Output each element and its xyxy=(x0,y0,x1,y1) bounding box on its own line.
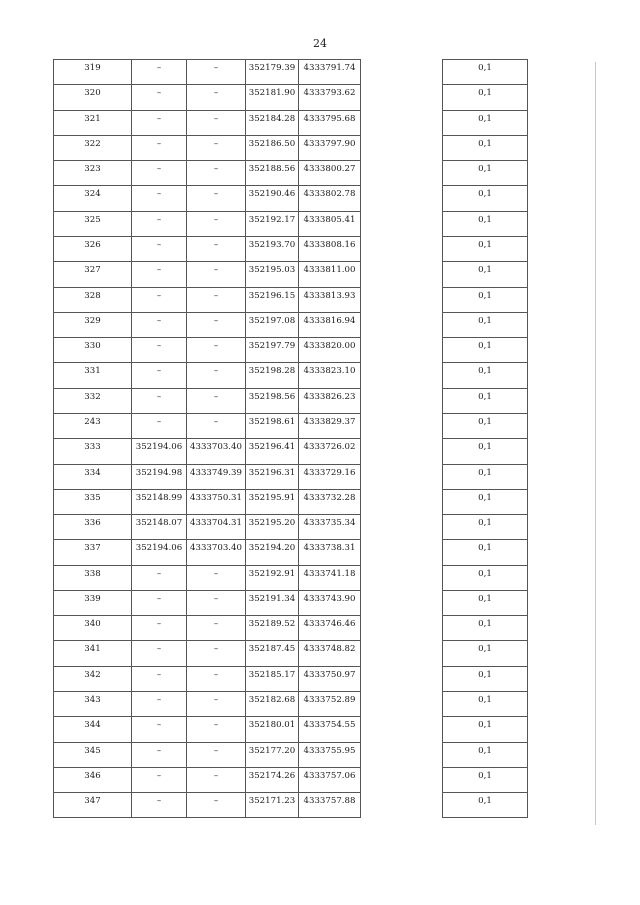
empty-gap-cell xyxy=(361,110,443,135)
old-y-cell: – xyxy=(187,565,246,590)
point-number-cell: 324 xyxy=(54,186,132,211)
old-y-cell: – xyxy=(187,236,246,261)
old-y-cell: – xyxy=(187,60,246,85)
old-x-cell: – xyxy=(132,312,187,337)
old-x-cell: – xyxy=(132,211,187,236)
point-number-cell: 319 xyxy=(54,60,132,85)
empty-gap-cell xyxy=(361,717,443,742)
empty-gap-cell xyxy=(361,565,443,590)
table-row xyxy=(54,312,528,337)
accuracy-cell: 0,1 xyxy=(443,85,528,110)
point-number-cell: 328 xyxy=(54,287,132,312)
new-x-cell: 352184.28 xyxy=(246,110,299,135)
point-number-cell: 340 xyxy=(54,616,132,641)
empty-gap-cell xyxy=(361,312,443,337)
empty-gap-cell xyxy=(361,211,443,236)
point-number-cell: 329 xyxy=(54,312,132,337)
new-x-cell: 352192.91 xyxy=(246,565,299,590)
old-x-cell: – xyxy=(132,413,187,438)
new-x-cell: 352198.28 xyxy=(246,363,299,388)
old-y-cell: – xyxy=(187,186,246,211)
point-number-cell: 321 xyxy=(54,110,132,135)
new-y-cell: 4333752.89 xyxy=(299,692,361,717)
table-row xyxy=(54,692,528,717)
coordinates-table xyxy=(53,59,528,818)
new-x-cell: 352187.45 xyxy=(246,641,299,666)
old-y-cell: 4333750.31 xyxy=(187,489,246,514)
table-row xyxy=(54,717,528,742)
old-x-cell: – xyxy=(132,388,187,413)
empty-gap-cell xyxy=(361,641,443,666)
new-y-cell: 4333813.93 xyxy=(299,287,361,312)
point-number-cell: 332 xyxy=(54,388,132,413)
accuracy-cell: 0,1 xyxy=(443,464,528,489)
empty-gap-cell xyxy=(361,161,443,186)
old-x-cell: – xyxy=(132,135,187,160)
empty-gap-cell xyxy=(361,590,443,615)
old-x-cell: – xyxy=(132,60,187,85)
accuracy-cell: 0,1 xyxy=(443,692,528,717)
new-x-cell: 352190.46 xyxy=(246,186,299,211)
accuracy-cell: 0,1 xyxy=(443,717,528,742)
new-x-cell: 352177.20 xyxy=(246,742,299,767)
new-y-cell: 4333750.97 xyxy=(299,666,361,691)
point-number-cell: 243 xyxy=(54,413,132,438)
point-number-cell: 320 xyxy=(54,85,132,110)
new-y-cell: 4333732.28 xyxy=(299,489,361,514)
accuracy-cell: 0,1 xyxy=(443,287,528,312)
point-number-cell: 322 xyxy=(54,135,132,160)
old-y-cell: – xyxy=(187,312,246,337)
point-number-cell: 345 xyxy=(54,742,132,767)
new-x-cell: 352197.79 xyxy=(246,338,299,363)
new-y-cell: 4333726.02 xyxy=(299,439,361,464)
new-x-cell: 352197.08 xyxy=(246,312,299,337)
accuracy-cell: 0,1 xyxy=(443,338,528,363)
new-y-cell: 4333746.46 xyxy=(299,616,361,641)
new-y-cell: 4333743.90 xyxy=(299,590,361,615)
accuracy-cell: 0,1 xyxy=(443,565,528,590)
old-y-cell: – xyxy=(187,262,246,287)
coordinates-table-body xyxy=(54,60,528,818)
point-number-cell: 339 xyxy=(54,590,132,615)
table-row xyxy=(54,616,528,641)
old-y-cell: – xyxy=(187,363,246,388)
new-y-cell: 4333757.06 xyxy=(299,767,361,792)
old-y-cell: – xyxy=(187,793,246,818)
old-x-cell: – xyxy=(132,161,187,186)
new-y-cell: 4333800.27 xyxy=(299,161,361,186)
empty-gap-cell xyxy=(361,464,443,489)
old-x-cell: 352194.06 xyxy=(132,439,187,464)
new-y-cell: 4333802.78 xyxy=(299,186,361,211)
old-x-cell: – xyxy=(132,85,187,110)
new-y-cell: 4333823.10 xyxy=(299,363,361,388)
table-row xyxy=(54,211,528,236)
point-number-cell: 330 xyxy=(54,338,132,363)
accuracy-cell: 0,1 xyxy=(443,363,528,388)
point-number-cell: 343 xyxy=(54,692,132,717)
old-x-cell: – xyxy=(132,666,187,691)
accuracy-cell: 0,1 xyxy=(443,236,528,261)
accuracy-cell: 0,1 xyxy=(443,590,528,615)
table-row xyxy=(54,666,528,691)
new-y-cell: 4333755.95 xyxy=(299,742,361,767)
accuracy-cell: 0,1 xyxy=(443,439,528,464)
new-x-cell: 352186.50 xyxy=(246,135,299,160)
old-x-cell: – xyxy=(132,717,187,742)
new-x-cell: 352195.91 xyxy=(246,489,299,514)
old-y-cell: – xyxy=(187,590,246,615)
empty-gap-cell xyxy=(361,439,443,464)
table-row xyxy=(54,262,528,287)
old-y-cell: – xyxy=(187,413,246,438)
old-y-cell: – xyxy=(187,85,246,110)
accuracy-cell: 0,1 xyxy=(443,135,528,160)
old-y-cell: 4333703.40 xyxy=(187,439,246,464)
table-row xyxy=(54,793,528,818)
point-number-cell: 347 xyxy=(54,793,132,818)
accuracy-cell: 0,1 xyxy=(443,110,528,135)
empty-gap-cell xyxy=(361,793,443,818)
new-y-cell: 4333808.16 xyxy=(299,236,361,261)
empty-gap-cell xyxy=(361,135,443,160)
old-y-cell: – xyxy=(187,161,246,186)
new-x-cell: 352193.70 xyxy=(246,236,299,261)
old-y-cell: – xyxy=(187,641,246,666)
table-row xyxy=(54,110,528,135)
empty-gap-cell xyxy=(361,186,443,211)
accuracy-cell: 0,1 xyxy=(443,793,528,818)
old-x-cell: – xyxy=(132,641,187,666)
old-y-cell: – xyxy=(187,767,246,792)
empty-gap-cell xyxy=(361,540,443,565)
new-x-cell: 352188.56 xyxy=(246,161,299,186)
old-x-cell: – xyxy=(132,363,187,388)
old-x-cell: – xyxy=(132,287,187,312)
new-x-cell: 352179.39 xyxy=(246,60,299,85)
accuracy-cell: 0,1 xyxy=(443,262,528,287)
new-x-cell: 352196.31 xyxy=(246,464,299,489)
empty-gap-cell xyxy=(361,413,443,438)
empty-gap-cell xyxy=(361,767,443,792)
table-row xyxy=(54,767,528,792)
table-row xyxy=(54,515,528,540)
new-y-cell: 4333754.55 xyxy=(299,717,361,742)
accuracy-cell: 0,1 xyxy=(443,616,528,641)
empty-gap-cell xyxy=(361,60,443,85)
table-row xyxy=(54,236,528,261)
old-x-cell: 352194.98 xyxy=(132,464,187,489)
table-row xyxy=(54,413,528,438)
accuracy-cell: 0,1 xyxy=(443,211,528,236)
new-y-cell: 4333793.62 xyxy=(299,85,361,110)
new-x-cell: 352196.15 xyxy=(246,287,299,312)
new-y-cell: 4333820.00 xyxy=(299,338,361,363)
empty-gap-cell xyxy=(361,287,443,312)
new-x-cell: 352171.23 xyxy=(246,793,299,818)
table-row xyxy=(54,439,528,464)
table-row xyxy=(54,590,528,615)
new-x-cell: 352189.52 xyxy=(246,616,299,641)
old-y-cell: – xyxy=(187,742,246,767)
empty-gap-cell xyxy=(361,515,443,540)
accuracy-cell: 0,1 xyxy=(443,388,528,413)
empty-gap-cell xyxy=(361,489,443,514)
accuracy-cell: 0,1 xyxy=(443,515,528,540)
empty-gap-cell xyxy=(361,262,443,287)
new-x-cell: 352196.41 xyxy=(246,439,299,464)
table-row xyxy=(54,186,528,211)
accuracy-cell: 0,1 xyxy=(443,60,528,85)
table-row xyxy=(54,287,528,312)
empty-gap-cell xyxy=(361,85,443,110)
point-number-cell: 331 xyxy=(54,363,132,388)
accuracy-cell: 0,1 xyxy=(443,540,528,565)
old-y-cell: – xyxy=(187,338,246,363)
empty-gap-cell xyxy=(361,338,443,363)
old-y-cell: – xyxy=(187,287,246,312)
old-y-cell: 4333749.39 xyxy=(187,464,246,489)
empty-gap-cell xyxy=(361,363,443,388)
old-y-cell: – xyxy=(187,211,246,236)
old-x-cell: – xyxy=(132,110,187,135)
new-x-cell: 352191.34 xyxy=(246,590,299,615)
point-number-cell: 344 xyxy=(54,717,132,742)
new-y-cell: 4333826.23 xyxy=(299,388,361,413)
old-y-cell: – xyxy=(187,388,246,413)
old-y-cell: 4333703.40 xyxy=(187,540,246,565)
new-x-cell: 352180.01 xyxy=(246,717,299,742)
old-y-cell: – xyxy=(187,616,246,641)
empty-gap-cell xyxy=(361,616,443,641)
new-x-cell: 352185.17 xyxy=(246,666,299,691)
new-x-cell: 352174.26 xyxy=(246,767,299,792)
point-number-cell: 326 xyxy=(54,236,132,261)
old-x-cell: – xyxy=(132,186,187,211)
new-x-cell: 352194.20 xyxy=(246,540,299,565)
point-number-cell: 346 xyxy=(54,767,132,792)
point-number-cell: 327 xyxy=(54,262,132,287)
page-number: 24 xyxy=(313,37,327,50)
table-row xyxy=(54,388,528,413)
new-y-cell: 4333816.94 xyxy=(299,312,361,337)
new-y-cell: 4333748.82 xyxy=(299,641,361,666)
old-y-cell: – xyxy=(187,135,246,160)
empty-gap-cell xyxy=(361,692,443,717)
new-x-cell: 352195.20 xyxy=(246,515,299,540)
new-y-cell: 4333741.18 xyxy=(299,565,361,590)
point-number-cell: 325 xyxy=(54,211,132,236)
new-y-cell: 4333829.37 xyxy=(299,413,361,438)
old-x-cell: – xyxy=(132,767,187,792)
accuracy-cell: 0,1 xyxy=(443,161,528,186)
table-row xyxy=(54,338,528,363)
old-x-cell: – xyxy=(132,338,187,363)
table-row xyxy=(54,85,528,110)
new-x-cell: 352195.03 xyxy=(246,262,299,287)
point-number-cell: 335 xyxy=(54,489,132,514)
new-x-cell: 352192.17 xyxy=(246,211,299,236)
table-row xyxy=(54,489,528,514)
empty-gap-cell xyxy=(361,388,443,413)
new-y-cell: 4333735.34 xyxy=(299,515,361,540)
page-margin-rule xyxy=(595,62,596,825)
point-number-cell: 323 xyxy=(54,161,132,186)
old-x-cell: – xyxy=(132,262,187,287)
old-y-cell: – xyxy=(187,110,246,135)
old-x-cell: 352148.07 xyxy=(132,515,187,540)
new-x-cell: 352182.68 xyxy=(246,692,299,717)
table-row xyxy=(54,742,528,767)
accuracy-cell: 0,1 xyxy=(443,742,528,767)
table-row xyxy=(54,565,528,590)
table-row xyxy=(54,464,528,489)
accuracy-cell: 0,1 xyxy=(443,312,528,337)
table-row xyxy=(54,135,528,160)
old-x-cell: – xyxy=(132,565,187,590)
new-y-cell: 4333795.68 xyxy=(299,110,361,135)
point-number-cell: 333 xyxy=(54,439,132,464)
empty-gap-cell xyxy=(361,236,443,261)
old-x-cell: – xyxy=(132,793,187,818)
old-y-cell: – xyxy=(187,692,246,717)
table-row xyxy=(54,641,528,666)
old-x-cell: – xyxy=(132,616,187,641)
old-x-cell: 352194.06 xyxy=(132,540,187,565)
empty-gap-cell xyxy=(361,666,443,691)
old-y-cell: 4333704.31 xyxy=(187,515,246,540)
old-x-cell: – xyxy=(132,692,187,717)
point-number-cell: 341 xyxy=(54,641,132,666)
point-number-cell: 338 xyxy=(54,565,132,590)
new-x-cell: 352181.90 xyxy=(246,85,299,110)
new-y-cell: 4333811.00 xyxy=(299,262,361,287)
point-number-cell: 336 xyxy=(54,515,132,540)
old-y-cell: – xyxy=(187,666,246,691)
point-number-cell: 337 xyxy=(54,540,132,565)
table-row xyxy=(54,540,528,565)
new-y-cell: 4333791.74 xyxy=(299,60,361,85)
new-y-cell: 4333738.31 xyxy=(299,540,361,565)
new-y-cell: 4333757.88 xyxy=(299,793,361,818)
empty-gap-cell xyxy=(361,742,443,767)
point-number-cell: 342 xyxy=(54,666,132,691)
accuracy-cell: 0,1 xyxy=(443,413,528,438)
old-x-cell: – xyxy=(132,742,187,767)
point-number-cell: 334 xyxy=(54,464,132,489)
old-x-cell: – xyxy=(132,590,187,615)
new-y-cell: 4333797.90 xyxy=(299,135,361,160)
table-row xyxy=(54,60,528,85)
accuracy-cell: 0,1 xyxy=(443,666,528,691)
accuracy-cell: 0,1 xyxy=(443,186,528,211)
table-row xyxy=(54,161,528,186)
accuracy-cell: 0,1 xyxy=(443,641,528,666)
new-x-cell: 352198.56 xyxy=(246,388,299,413)
new-y-cell: 4333805.41 xyxy=(299,211,361,236)
old-y-cell: – xyxy=(187,717,246,742)
old-x-cell: – xyxy=(132,236,187,261)
old-x-cell: 352148.99 xyxy=(132,489,187,514)
accuracy-cell: 0,1 xyxy=(443,767,528,792)
table-row xyxy=(54,363,528,388)
new-y-cell: 4333729.16 xyxy=(299,464,361,489)
new-x-cell: 352198.61 xyxy=(246,413,299,438)
accuracy-cell: 0,1 xyxy=(443,489,528,514)
